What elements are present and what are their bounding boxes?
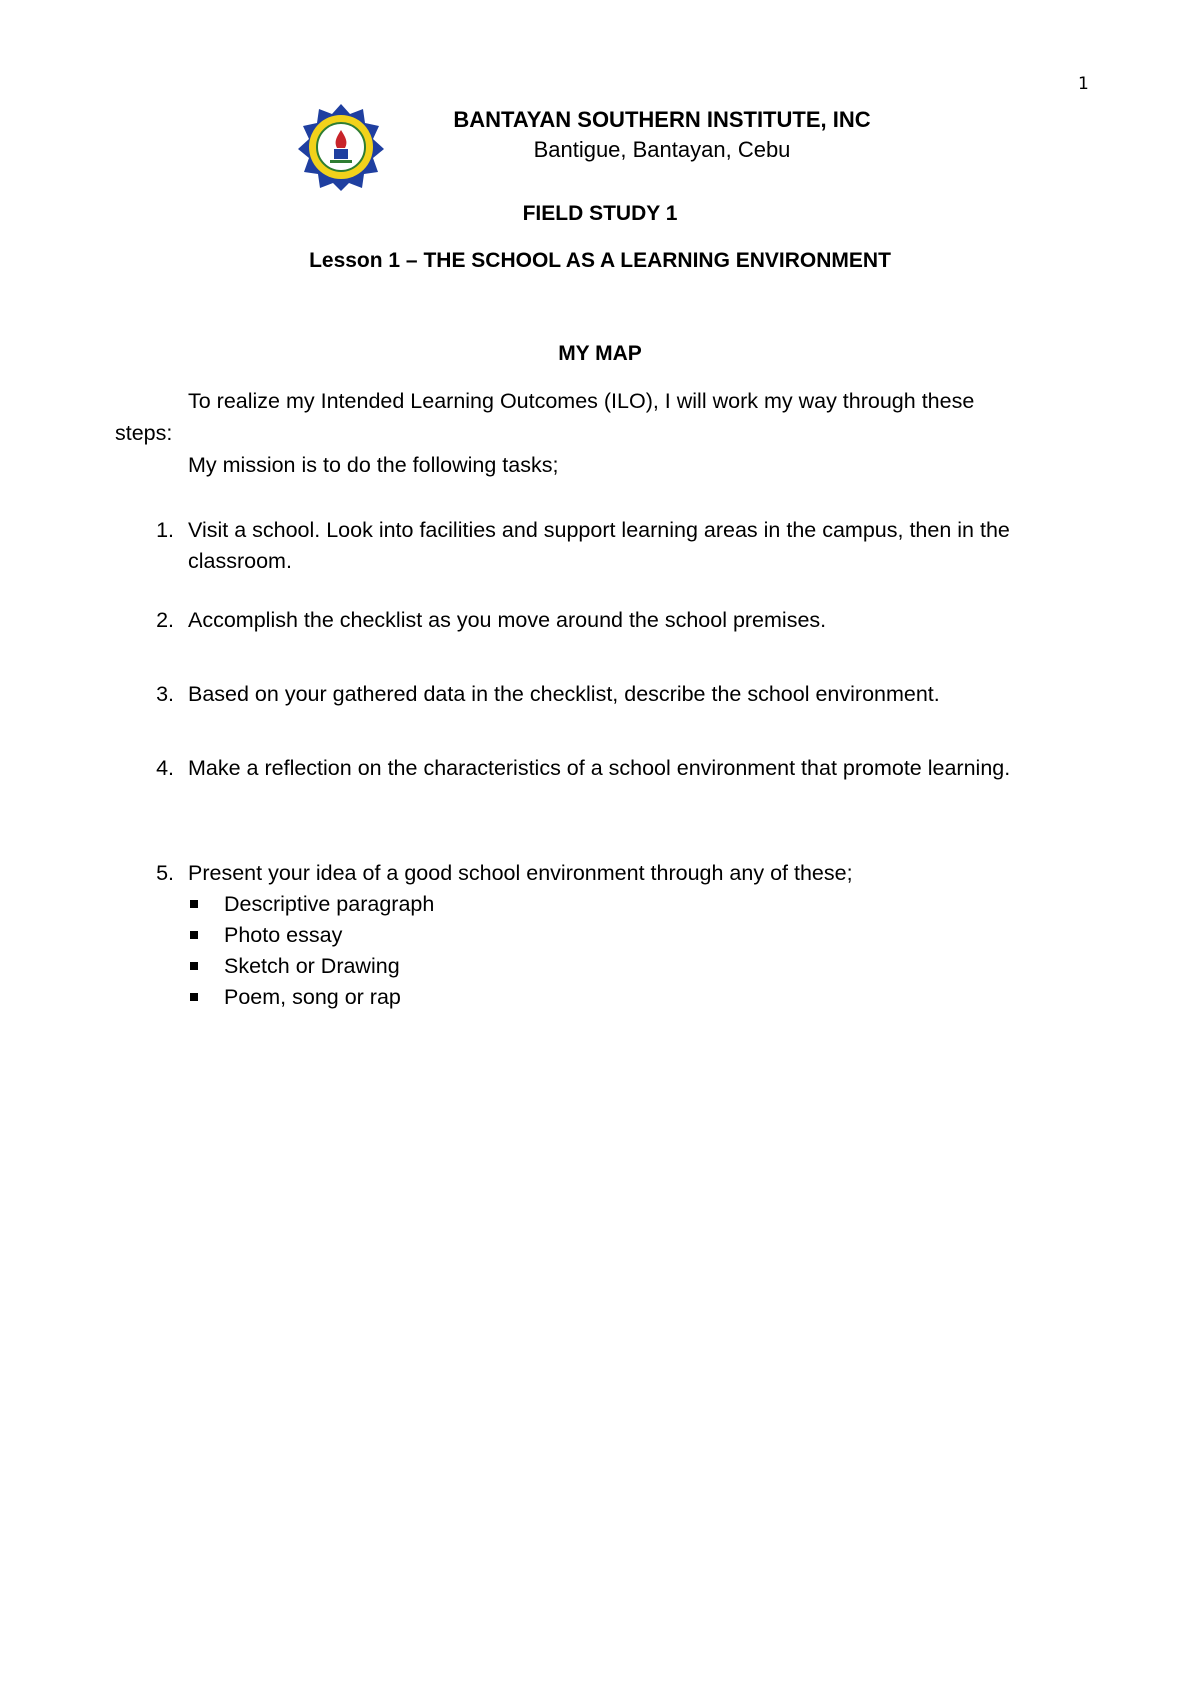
page-number: 1: [1078, 74, 1089, 94]
mission-statement: My mission is to do the following tasks;: [188, 453, 559, 477]
option-text: Poem, song or rap: [224, 985, 401, 1009]
list-item: [188, 982, 434, 1013]
intro-line-1: To realize my Intended Learning Outcomes (ILO), I will work my way through these: [188, 389, 975, 413]
task-text: Present your idea of a good school environment through any of these;: [188, 861, 853, 885]
square-bullet-icon: [190, 931, 198, 939]
section-title: MY MAP: [558, 342, 642, 365]
task-text: Accomplish the checklist as you move around the school premises.: [188, 608, 827, 632]
institution-address: Bantigue, Bantayan, Cebu: [533, 137, 791, 162]
task-text: Make a reflection on the characteristics of a school environment that promote learning.: [188, 756, 1011, 780]
option-text: Sketch or Drawing: [224, 954, 400, 978]
list-item: [188, 889, 434, 920]
task-number: 5.: [156, 861, 174, 885]
presentation-options-list: [188, 889, 434, 1013]
task-text: Visit a school. Look into facilities and support learning areas in the campus, then in the classroom.: [188, 518, 1010, 573]
task-number: 3.: [156, 682, 174, 706]
task-number: 1.: [156, 518, 174, 542]
square-bullet-icon: [190, 993, 198, 1001]
square-bullet-icon: [190, 962, 198, 970]
square-bullet-icon: [190, 900, 198, 908]
institution-name: BANTAYAN SOUTHERN INSTITUTE, INC: [453, 107, 871, 132]
option-text: Descriptive paragraph: [224, 892, 435, 916]
task-text: Based on your gathered data in the checklist, describe the school environment.: [188, 682, 940, 706]
option-text: Photo essay: [224, 923, 343, 947]
list-item: [188, 951, 434, 982]
list-item: [188, 920, 434, 951]
lesson-title: Lesson 1 – THE SCHOOL AS A LEARNING ENVIRONMENT: [309, 249, 891, 272]
task-number: 2.: [156, 608, 174, 632]
course-title: FIELD STUDY 1: [522, 202, 678, 225]
task-number: 4.: [156, 756, 174, 780]
intro-line-2: steps:: [115, 421, 173, 445]
